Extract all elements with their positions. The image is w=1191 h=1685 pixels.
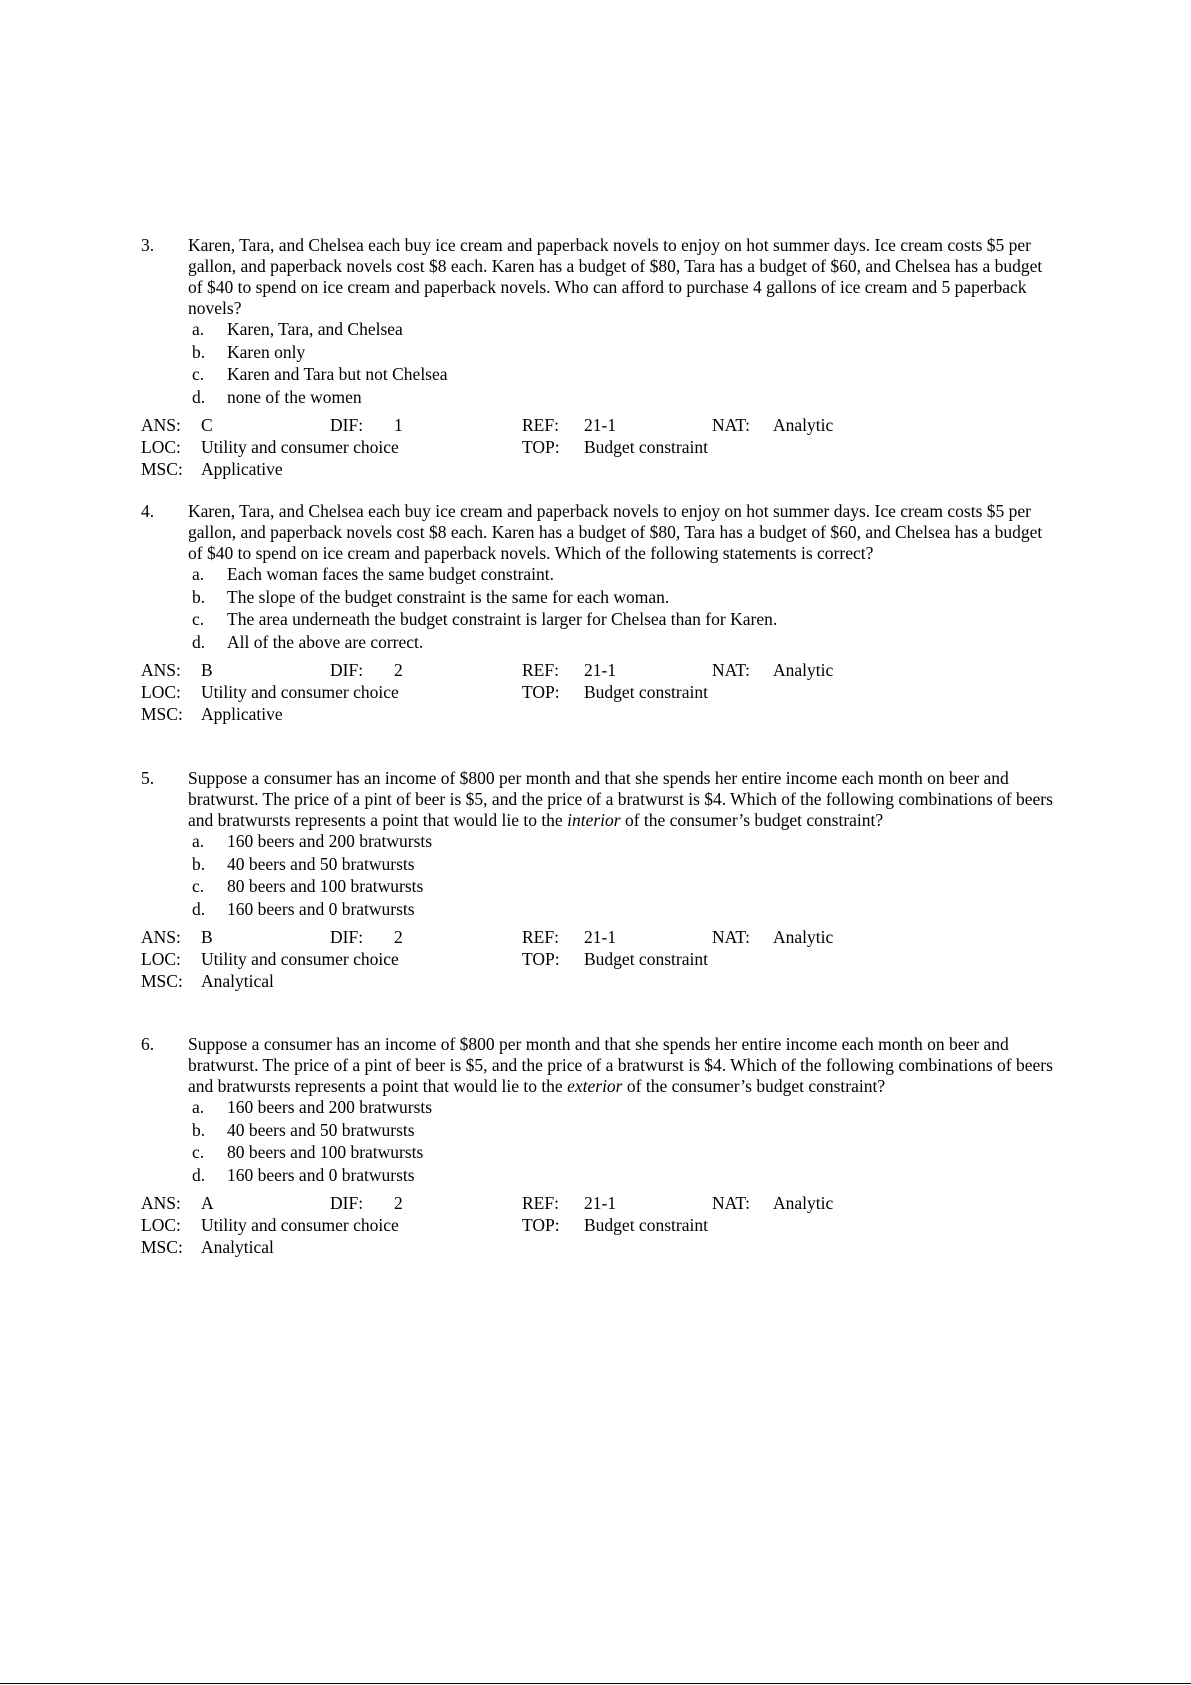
- question-header: [141, 501, 1061, 564]
- answer-options: [141, 831, 1061, 921]
- option-d: d. 160 beers and 0 bratwursts: [192, 1164, 415, 1185]
- topic: Budget constraint: [584, 1215, 708, 1235]
- option-b: b. Karen only: [192, 341, 306, 362]
- option-a: a. 160 beers and 200 bratwursts: [192, 1097, 433, 1117]
- option-c: c. The area underneath the budget constraint is larger for Chelsea than for Karen.: [192, 609, 778, 629]
- option-a: a. Each woman faces the same budget constraint.: [192, 564, 555, 584]
- option-b: b. The slope of the budget constraint is the same for each woman.: [192, 586, 670, 607]
- reference: 21-1: [584, 927, 617, 947]
- question-metadata: ANS: C DIF: 1 REF: 21-1 NAT: Analytic LOC: Utility and consumer choice TOP: Budget constraint MSC: Applicative: [141, 415, 834, 479]
- option-a: a. Karen, Tara, and Chelsea: [192, 319, 403, 339]
- difficulty: 2: [394, 927, 403, 947]
- nat-standard: Analytic: [773, 1193, 834, 1213]
- question-stem: Karen, Tara, and Chelsea each buy ice cream and paperback novels to enjoy on hot summer days. Ice cream costs $5 per gallon, and paperback novels cost $8 each. Karen has a budget of $80, Tara has a budget of $60, and Chelsea has a budget of $40 to spend on ice cream and paperback novels. Which of the following statements is correct?: [188, 501, 1043, 563]
- topic: Budget constraint: [584, 437, 708, 457]
- question-5: [141, 768, 1061, 993]
- topic: Budget constraint: [584, 949, 708, 969]
- question-metadata: ANS: B DIF: 2 REF: 21-1 NAT: Analytic LOC: Utility and consumer choice TOP: Budget constraint MSC: Applicative: [141, 660, 834, 724]
- option-b: b. 40 beers and 50 bratwursts: [192, 1119, 415, 1140]
- msc: Analytical: [201, 971, 274, 991]
- question-stem: Suppose a consumer has an income of $800 per month and that she spends her entire income each month on beer and bratwurst. The price of a pint of beer is $5, and the price of a bratwurst is $4. Which of the following combinations of beers and bratwursts represents a point that would lie to the exterior of the consumer’s budget constraint?: [188, 1034, 1053, 1096]
- question-header: [141, 1034, 1061, 1097]
- msc: Applicative: [201, 704, 283, 724]
- option-d: d. 160 beers and 0 bratwursts: [192, 898, 415, 919]
- answer-key: B: [201, 660, 213, 680]
- nat-standard: Analytic: [773, 415, 834, 435]
- topic: Budget constraint: [584, 682, 708, 702]
- msc: Applicative: [201, 459, 283, 479]
- msc: Analytical: [201, 1237, 274, 1257]
- answer-options: [141, 564, 1061, 654]
- question-number: 5.: [141, 768, 155, 788]
- option-d: d. none of the women: [192, 386, 362, 407]
- location: Utility and consumer choice: [201, 949, 399, 969]
- question-header: [141, 235, 1061, 319]
- difficulty: 2: [394, 1193, 403, 1213]
- answer-key: C: [201, 415, 213, 435]
- reference: 21-1: [584, 415, 617, 435]
- answer-options: [141, 319, 1061, 409]
- reference: 21-1: [584, 660, 617, 680]
- option-b: b. 40 beers and 50 bratwursts: [192, 853, 415, 874]
- question-3: [141, 235, 1061, 481]
- option-a: a. 160 beers and 200 bratwursts: [192, 831, 433, 851]
- question-6: [141, 1034, 1061, 1259]
- page-bottom-rule: [0, 1683, 1191, 1684]
- answer-options: [141, 1097, 1061, 1187]
- question-number: 3.: [141, 235, 155, 255]
- reference: 21-1: [584, 1193, 617, 1213]
- option-c: c. 80 beers and 100 bratwursts: [192, 876, 424, 896]
- question-metadata: ANS: B DIF: 2 REF: 21-1 NAT: Analytic LOC: Utility and consumer choice TOP: Budget constraint MSC: Analytical: [141, 927, 834, 991]
- difficulty: 2: [394, 660, 403, 680]
- answer-key: A: [201, 1193, 214, 1213]
- question-number: 6.: [141, 1034, 155, 1054]
- nat-standard: Analytic: [773, 660, 834, 680]
- question-stem: Karen, Tara, and Chelsea each buy ice cream and paperback novels to enjoy on hot summer days. Ice cream costs $5 per gallon, and paperback novels cost $8 each. Karen has a budget of $80, Tara has a budget of $60, and Chelsea has a budget of $40 to spend on ice cream and paperback novels. Who can afford to purchase 4 gallons of ice cream and 5 paperback novels?: [188, 235, 1043, 318]
- question-4: [141, 501, 1061, 726]
- difficulty: 1: [394, 415, 403, 435]
- option-d: d. All of the above are correct.: [192, 631, 424, 652]
- location: Utility and consumer choice: [201, 437, 399, 457]
- location: Utility and consumer choice: [201, 682, 399, 702]
- question-metadata: ANS: A DIF: 2 REF: 21-1 NAT: Analytic LOC: Utility and consumer choice TOP: Budget constraint MSC: Analytical: [141, 1193, 834, 1257]
- option-c: c. Karen and Tara but not Chelsea: [192, 364, 448, 384]
- question-header: [141, 768, 1061, 831]
- nat-standard: Analytic: [773, 927, 834, 947]
- question-stem: Suppose a consumer has an income of $800 per month and that she spends her entire income each month on beer and bratwurst. The price of a pint of beer is $5, and the price of a bratwurst is $4. Which of the following combinations of beers and bratwursts represents a point that would lie to the interior of the consumer’s budget constraint?: [188, 768, 1053, 830]
- question-number: 4.: [141, 501, 155, 521]
- answer-key: B: [201, 927, 213, 947]
- location: Utility and consumer choice: [201, 1215, 399, 1235]
- option-c: c. 80 beers and 100 bratwursts: [192, 1142, 424, 1162]
